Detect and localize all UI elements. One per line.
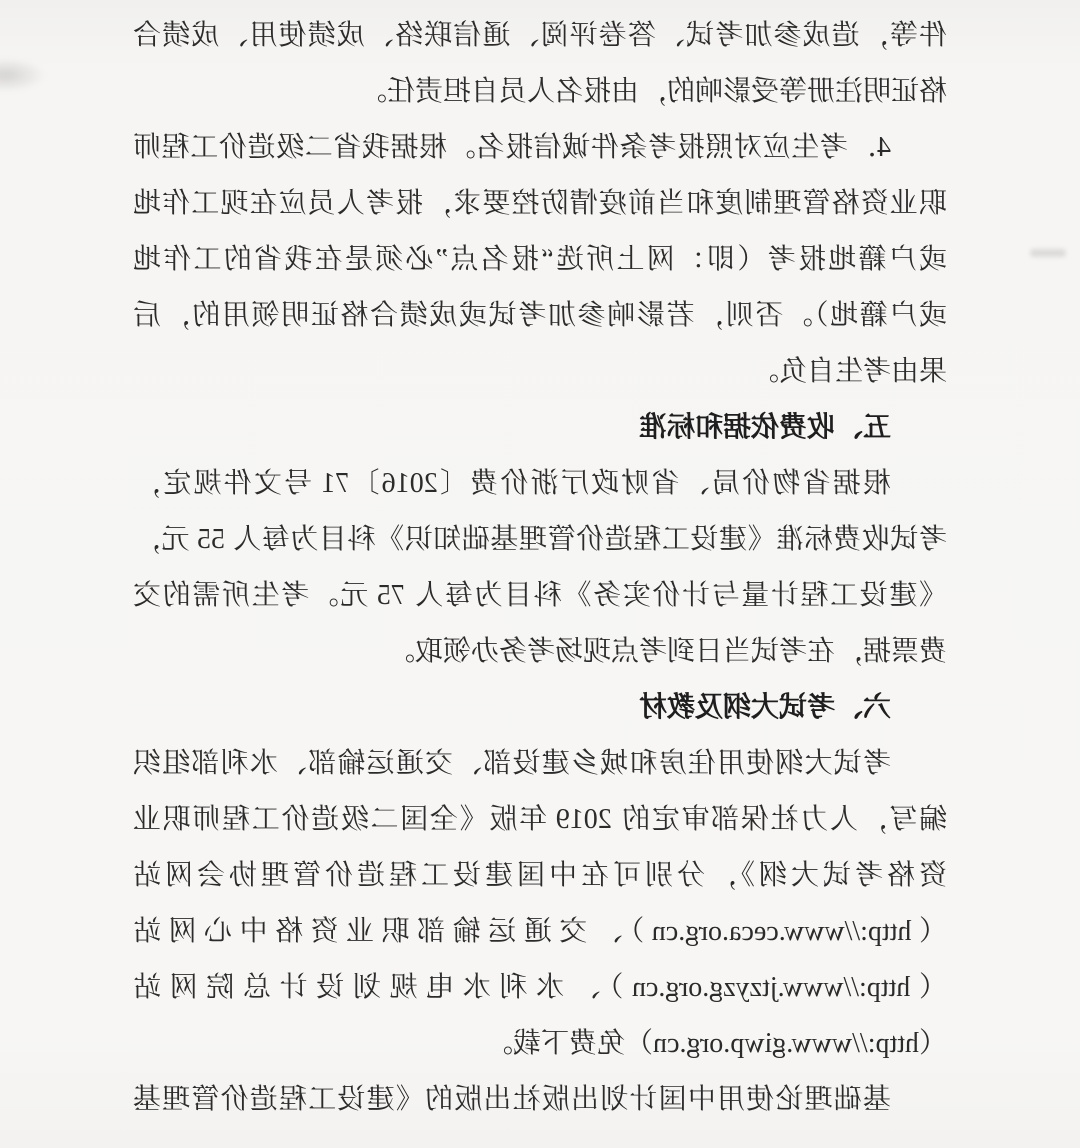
text-line-1: 件等，造成参加考试、答卷评阅、通信联络、成绩使用、成绩合 xyxy=(133,20,947,51)
text-line-7: 果由考生自负。 xyxy=(750,356,947,387)
text-line-6: 或户籍地）。否则，若影响参加考试或成绩合格证明领用的，后 xyxy=(133,300,947,331)
text-line-5: 或户籍地报考（即：网上所选“报名点”必须是在我省的工作地 xyxy=(133,244,947,275)
text-line-3: 4．考生应对照报考条件诚信报名。根据我省二级造价工程师 xyxy=(133,132,891,163)
text-line-4: 职业资格管理制度和当前疫情防控要求，报考人员应在现工作地 xyxy=(133,188,947,219)
section-heading-syllabus: 六、考试大纲及教材 xyxy=(638,692,891,723)
text-line-18: （http://www.jtzyzg.org.cn）、水利水电规划设计总院网站 xyxy=(133,972,947,1003)
text-line-12: 费票据，在考试当日到考点现场考务办领取。 xyxy=(386,636,947,667)
text-line-17: （http://www.ceca.org.cn）、交通运输部职业资格中心网站 xyxy=(133,916,947,947)
text-line-10: 考试收费标准《建设工程造价管理基础知识》科目为每人 55 元， xyxy=(133,524,947,555)
text-line-2: 格证明注册等受影响的，由报名人员自担责任。 xyxy=(358,76,947,107)
text-line-14: 考试大纲使用住房和城乡建设部、交通运输部、水利部组织 xyxy=(133,748,891,779)
text-line-19: （http://www.giwp.org.cn）免费下载。 xyxy=(485,1028,947,1059)
document-content xyxy=(133,8,947,1128)
text-line-20: 基础理论使用中国计划出版社出版的《建设工程造价管理基 xyxy=(133,1084,891,1115)
text-line-15: 编写，人力社保部审定的 2019 年版《全国二级造价工程师职业 xyxy=(133,804,947,835)
text-line-11: 《建设工程计量与计价实务》科目为每人 75 元。考生所需的交 xyxy=(133,580,947,611)
section-heading-fees: 五、收费依据和标准 xyxy=(638,412,891,443)
text-line-16: 资格考试大纲》，分别可在中国建设工程造价管理协会网站 xyxy=(133,860,947,891)
text-line-9: 根据省物价局、省财政厅浙价费〔2016〕71 号文件规定， xyxy=(133,468,891,499)
